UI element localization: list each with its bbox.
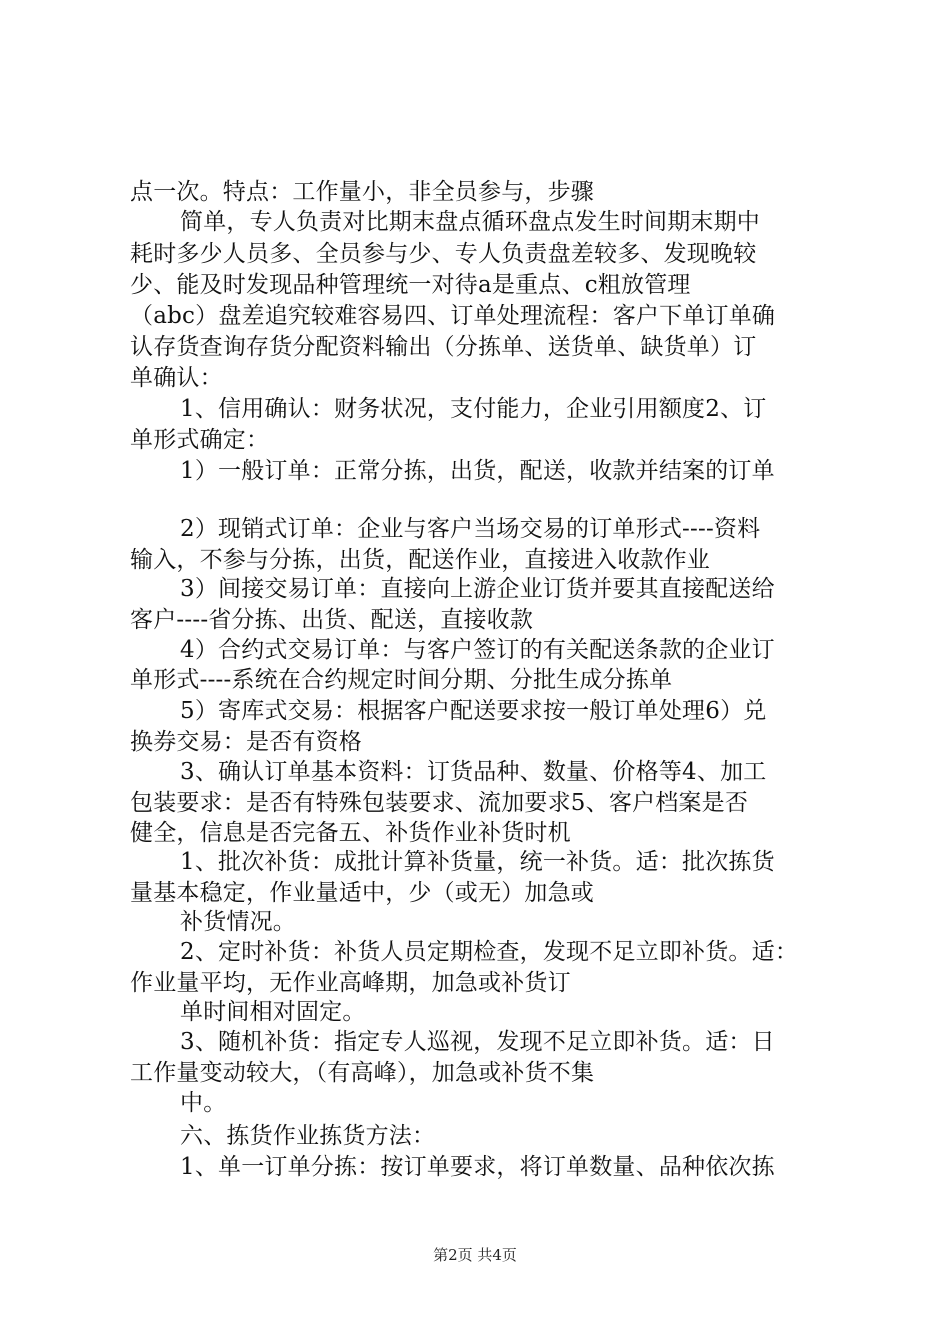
text-line: 3）间接交易订单：直接向上游企业订货并要其直接配送给	[180, 576, 775, 602]
text-line: 单形式确定：	[130, 427, 270, 453]
text-line: 单确认：	[130, 365, 223, 391]
text-line: 1、信用确认：财务状况，支付能力，企业引用额度2、订	[180, 396, 767, 422]
text-line: 1、批次补货：成批计算补货量，统一补货。适：批次拣货	[180, 849, 775, 875]
text-line: 客户----省分拣、出货、配送，直接收款	[130, 607, 534, 633]
text-line: 1、单一订单分拣：按订单要求，将订单数量、品种依次拣	[180, 1154, 775, 1180]
text-line: 点一次。特点：工作量小，非全员参与，步骤	[130, 179, 594, 205]
text-line: 包装要求：是否有特殊包装要求、流加要求5、客户档案是否	[130, 790, 749, 816]
page-number-footer: 第2页 共4页	[433, 1246, 517, 1264]
text-line: 3、确认订单基本资料：订货品种、数量、价格等4、加工	[180, 759, 767, 785]
text-line: 补货情况。	[180, 909, 296, 935]
text-line: 换券交易：是否有资格	[130, 729, 362, 755]
text-line: 耗时多少人员多、全员参与少、专人负责盘差较多、发现晚较	[130, 241, 757, 267]
text-line: 3、随机补货：指定专人巡视，发现不足立即补货。适：日	[180, 1029, 775, 1055]
text-line: 量基本稳定，作业量适中，少（或无）加急或	[130, 880, 594, 906]
text-line: （abc）盘差追究较难容易四、订单处理流程：客户下单订单确	[130, 303, 776, 329]
text-line: 单时间相对固定。	[180, 999, 366, 1025]
text-line: 2）现销式订单：企业与客户当场交易的订单形式----资料	[180, 516, 761, 542]
text-line: 简单，专人负责对比期末盘点循环盘点发生时间期末期中	[180, 209, 760, 235]
text-line: 作业量平均，无作业高峰期，加急或补货订	[130, 970, 571, 996]
text-line: 健全，信息是否完备五、补货作业补货时机	[130, 820, 571, 846]
text-line: 中。	[180, 1090, 227, 1116]
text-line: 2、定时补货：补货人员定期检查，发现不足立即补货。适：	[180, 939, 799, 965]
text-line: 少、能及时发现品种管理统一对待a是重点、c粗放管理	[130, 272, 691, 298]
text-line: 输入，不参与分拣，出货，配送作业，直接进入收款作业	[130, 547, 710, 573]
text-line: 六、拣货作业拣货方法：	[180, 1123, 436, 1149]
text-line: 5）寄库式交易：根据客户配送要求按一般订单处理6）兑	[180, 698, 767, 724]
text-line: 单形式----系统在合约规定时间分期、分批生成分拣单	[130, 667, 673, 693]
text-line: 1）一般订单：正常分拣，出货，配送，收款并结案的订单	[180, 458, 775, 484]
text-line: 工作量变动较大，（有高峰），加急或补货不集	[130, 1060, 595, 1086]
text-line: 4）合约式交易订单：与客户签订的有关配送条款的企业订	[180, 637, 775, 663]
text-line: 认存货查询存货分配资料输出（分拣单、送货单、缺货单）订	[130, 334, 757, 360]
